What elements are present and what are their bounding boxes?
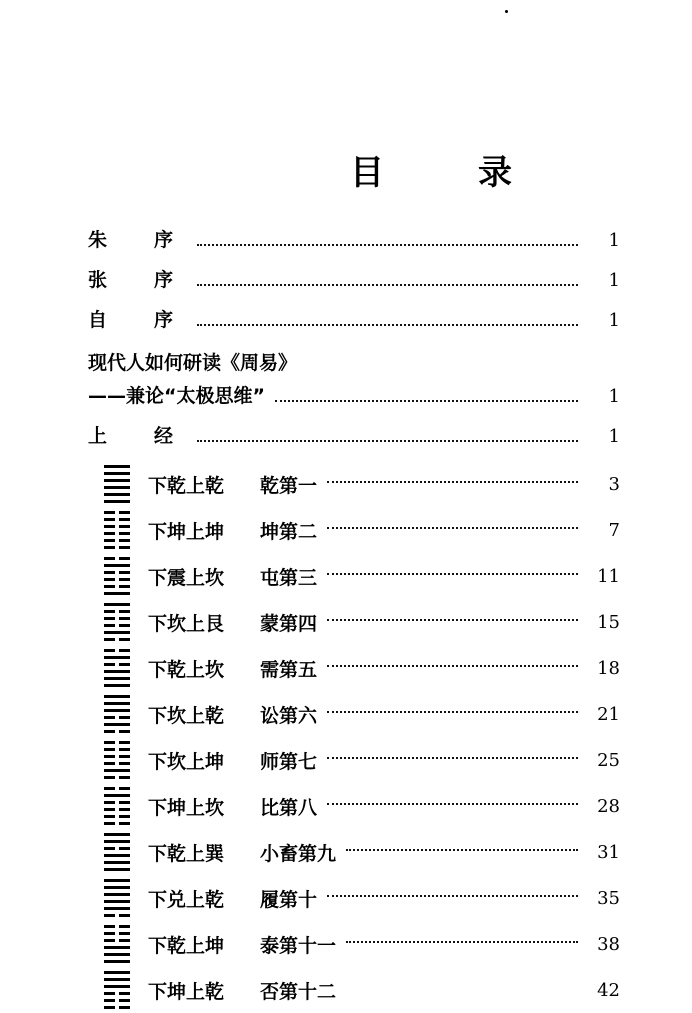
dot-leader	[197, 283, 578, 286]
toc-entry-hexagram[interactable]	[0, 783, 692, 829]
hexagram-name: 履第十	[260, 888, 318, 911]
hexagram-trigrams: 下坎上乾	[148, 704, 225, 727]
hexagram-icon	[104, 877, 130, 919]
dot-leader	[327, 572, 578, 575]
article-heading-label: 现代人如何研读《周易》	[88, 352, 298, 374]
hexagram-trigrams: 下乾上乾	[148, 474, 225, 497]
hexagram-icon	[104, 739, 130, 781]
hexagram-list	[0, 461, 692, 1013]
corner-dot	[505, 10, 508, 13]
hexagram-name: 乾第一	[260, 474, 318, 497]
dot-leader	[197, 439, 578, 442]
hexagram-icon	[104, 785, 130, 827]
hexagram-name: 师第七	[260, 750, 318, 773]
hexagram-name: 屯第三	[260, 566, 318, 589]
hexagram-name: 否第十二	[260, 980, 337, 1003]
dot-leader	[327, 710, 578, 713]
page-title: 目 录	[350, 153, 542, 193]
dot-leader	[327, 526, 578, 529]
toc-entry-zhang-preface[interactable]	[0, 265, 692, 305]
toc-entry-page: 1	[608, 270, 620, 291]
hexagram-icon	[104, 831, 130, 873]
hexagram-trigrams: 下坤上坎	[148, 796, 225, 819]
toc-entry-page: 1	[608, 426, 620, 447]
dot-leader	[327, 802, 578, 805]
toc-entry-page: 25	[597, 749, 620, 771]
table-of-contents	[0, 225, 692, 1013]
toc-entry-label: 自 序	[88, 309, 188, 331]
hexagram-icon	[104, 601, 130, 643]
hexagram-trigrams: 下震上坎	[148, 566, 225, 589]
toc-entry-article-subtitle[interactable]	[0, 381, 692, 421]
hexagram-icon	[104, 555, 130, 597]
toc-entry-hexagram[interactable]	[0, 875, 692, 921]
hexagram-name: 坤第二	[260, 520, 318, 543]
dot-leader	[327, 756, 578, 759]
toc-entry-hexagram[interactable]	[0, 691, 692, 737]
toc-entry-page: 1	[608, 310, 620, 331]
hexagram-trigrams: 下乾上巽	[148, 842, 225, 865]
toc-entry-page: 1	[608, 230, 620, 251]
dot-leader	[197, 323, 578, 326]
hexagram-trigrams: 下兑上乾	[148, 888, 225, 911]
hexagram-icon	[104, 969, 130, 1011]
toc-entry-label: 上 经	[88, 425, 188, 447]
toc-entry-label: 朱 序	[88, 229, 188, 251]
hexagram-name: 小畜第九	[260, 842, 337, 865]
hexagram-icon	[104, 693, 130, 735]
toc-entry-hexagram[interactable]	[0, 921, 692, 967]
hexagram-icon	[104, 923, 130, 965]
hexagram-trigrams: 下乾上坎	[148, 658, 225, 681]
toc-entry-page: 18	[597, 657, 620, 679]
toc-entry-hexagram[interactable]	[0, 461, 692, 507]
hexagram-trigrams: 下乾上坤	[148, 934, 225, 957]
dot-leader	[327, 664, 578, 667]
dot-leader	[346, 848, 578, 851]
hexagram-icon	[104, 463, 130, 505]
hexagram-icon	[104, 647, 130, 689]
hexagram-trigrams: 下坤上坤	[148, 520, 225, 543]
hexagram-name: 蒙第四	[260, 612, 318, 635]
dot-leader	[327, 618, 578, 621]
toc-entry-page: 7	[608, 519, 620, 541]
dot-leader	[275, 399, 578, 402]
toc-entry-hexagram[interactable]	[0, 967, 692, 1013]
toc-entry-hexagram[interactable]	[0, 737, 692, 783]
hexagram-icon	[104, 509, 130, 551]
article-subtitle-label: ——兼论“太极思维”	[88, 385, 265, 407]
hexagram-trigrams: 下坤上乾	[148, 980, 225, 1003]
dot-leader	[327, 480, 578, 483]
toc-entry-self-preface[interactable]	[0, 305, 692, 345]
hexagram-trigrams: 下坎上坤	[148, 750, 225, 773]
toc-entry-page: 21	[597, 703, 620, 725]
toc-entry-zhu-preface[interactable]	[0, 225, 692, 265]
dot-leader	[346, 987, 578, 988]
toc-entry-hexagram[interactable]	[0, 645, 692, 691]
dot-leader	[346, 940, 578, 943]
toc-entry-upper-classic[interactable]	[0, 421, 692, 461]
toc-entry-hexagram[interactable]	[0, 553, 692, 599]
toc-entry-hexagram[interactable]	[0, 829, 692, 875]
toc-entry-article-heading[interactable]	[0, 345, 692, 381]
toc-entry-label: 张 序	[88, 269, 188, 291]
hexagram-name: 泰第十一	[260, 934, 337, 957]
hexagram-name: 比第八	[260, 796, 318, 819]
toc-entry-page: 15	[597, 611, 620, 633]
toc-entry-page: 28	[597, 795, 620, 817]
hexagram-name: 需第五	[260, 658, 318, 681]
dot-leader	[197, 243, 578, 246]
toc-entry-hexagram[interactable]	[0, 599, 692, 645]
toc-entry-hexagram[interactable]	[0, 507, 692, 553]
toc-entry-page: 42	[597, 979, 620, 1001]
dot-leader	[327, 894, 578, 897]
toc-entry-page: 1	[608, 386, 620, 407]
hexagram-trigrams: 下坎上艮	[148, 612, 225, 635]
toc-entry-page: 38	[597, 933, 620, 955]
toc-entry-page: 3	[608, 473, 620, 495]
hexagram-name: 讼第六	[260, 704, 318, 727]
toc-entry-page: 35	[597, 887, 620, 909]
toc-entry-page: 31	[597, 841, 620, 863]
toc-entry-page: 11	[597, 565, 620, 587]
